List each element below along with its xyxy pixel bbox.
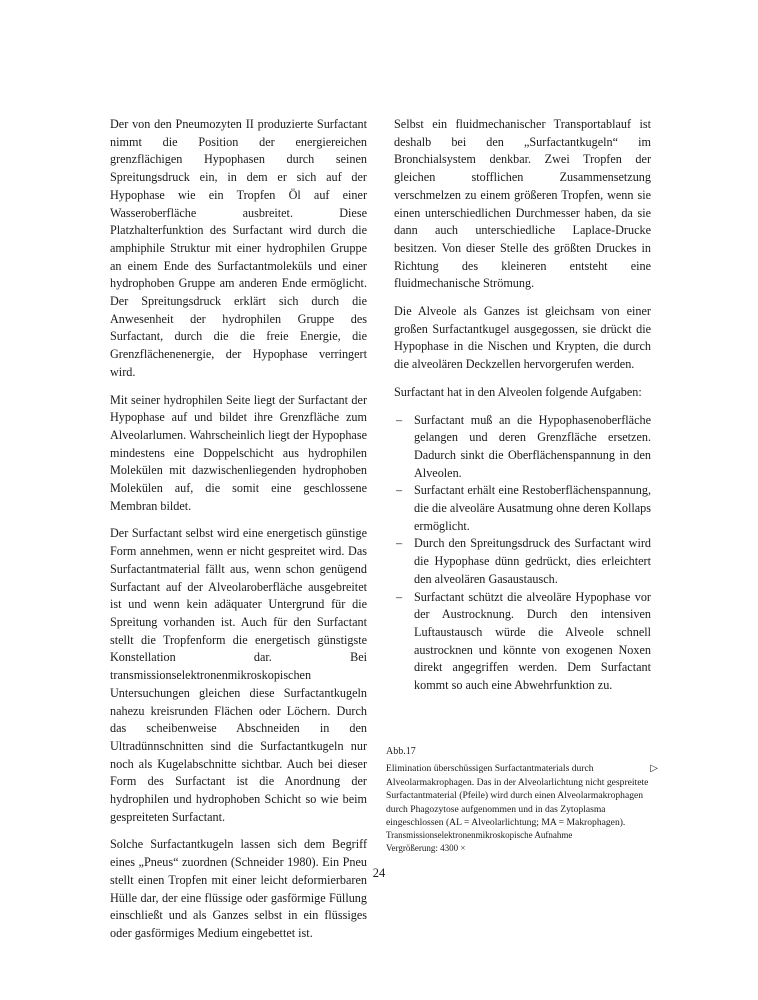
list-item	[394, 535, 651, 588]
page-number: 24	[372, 866, 386, 880]
tasks-intro: Surfactant hat in den Alveolen folgende Aufgaben:	[394, 384, 642, 399]
dash-bullet: –	[396, 536, 403, 551]
paragraph: Selbst ein fluidmechanischer Transportablauf ist deshalb bei den „Surfactantkugeln“ im Bronchialsystem denkbar. Zwei Tropfen der gleichen stofflichen Zusammensetzung verschmelzen zu einem größeren Tropfen, wenn sie einen unterschiedlichen Durchmesser haben, da sie dann auch unterschiedliche Laplace-Drucke besitzen. Von dieser Stelle des größten Druckes in Richtung des kleineren entsteht eine fluidmechanische Strömung.	[394, 117, 651, 291]
left-text-column	[110, 116, 367, 953]
paragraph: Solche Surfactantkugeln lassen sich dem Begriff eines „Pneus“ zuordnen (Schneider 1980). Ein Pneu stellt einen Tropfen mit einer leicht deformierbaren Hülle dar, der eine flüssige oder gasförmige Füllung einschließt und als Ganzes selbst in ein flüssiges oder gasförmiges Medium eingebettet ist.	[110, 837, 367, 940]
figure-caption	[386, 745, 656, 855]
caption-magnification: Vergrößerung: 4300 ×	[386, 843, 466, 854]
list-item	[394, 589, 651, 695]
list-item-text: Durch den Spreitungsdruck des Surfactant wird die Hypophase dünn gedrückt, dies erleichtert den alveolären Gasaustausch.	[414, 536, 651, 586]
paragraph: Mit seiner hydrophilen Seite liegt der Surfactant der Hypophase auf und bildet ihre Grenzfläche zum Alveolarlumen. Wahrscheinlich liegt der Hypophase mindestens eine Doppelschicht aus hydrophilen Molekülen mit dazwischenliegenden hydrophoben Molekülen auf, die somit eine geschlossene Membran bildet.	[110, 392, 367, 513]
paragraph: Die Alveole als Ganzes ist gleichsam von einer großen Surfactantkugel ausgegossen, sie drückt die Hypophase in die Nischen und Krypten, die durch die alveolären Deckzellen hervorgerufen werden.	[394, 304, 651, 372]
dash-bullet: –	[396, 589, 403, 604]
dash-bullet: –	[396, 483, 403, 498]
caption-text: Elimination überschüssigen Surfactantmaterials durch Alveolarmakrophagen. Das in der Alveolarlichtung nicht gespreitete Surfactantmaterial (Pfeile) wird durch einen Alveolarmakrophagen durch Phagozytose aufgenommen und in das Zytoplasma eingeschlossen (AL = Alveolarlichtung; MA = Makrophagen).	[386, 763, 649, 829]
caption-title: Abb.17	[386, 746, 416, 757]
paragraph: Der Surfactant selbst wird eine energetisch günstige Form annehmen, wenn er nicht gespreitet wird. Das Surfactantmaterial fällt aus, wenn schon genügend Surfactant auf der Alveolaroberfläche ausgebreitet ist und wenn kein adäquater Untergrund für die Spreitung vorhanden ist. Auch für den Surfactant stellt die Tropfenform die energetisch günstigste Konstellation dar. Bei transmissionselektronenmikroskopischen Untersuchungen gleichen diese Surfactantkugeln nahezu kreisrunden Flächen oder Löchern. Durch das scheibenweise Abschneiden in den Ultradünnschnitten sind die Surfactantkugeln nur noch als Kugelabschnitte sichtbar. Auch bei dieser Form des Surfactant ist die Anordnung der hydrophilen und hydrophoben Schicht so wie beim gespreiteten Surfactant.	[110, 526, 367, 824]
task-list	[394, 412, 651, 695]
list-item-text: Surfactant erhält eine Restoberflächenspannung, die die alveoläre Ausatmung ohne deren Kollaps ermöglicht.	[414, 483, 651, 533]
figure-pointer-icon: ▷	[650, 763, 658, 774]
right-text-column	[394, 116, 651, 695]
list-item-text: Surfactant muß an die Hypophasenoberfläche gelangen und deren Grenzfläche ersetzen. Dadurch sinkt die Oberflächenspannung in den Alveolen.	[414, 412, 651, 480]
list-item	[394, 412, 651, 483]
caption-method: Transmissionselektronenmikroskopische Aufnahme	[386, 830, 573, 841]
dash-bullet: –	[396, 412, 403, 427]
list-item-text: Surfactant schützt die alveoläre Hypophase vor der Austrocknung. Durch den intensiven Luftaustausch würde die Alveole schnell austrocknen und könnte von exogenen Noxen direkt angegriffen werden. Dem Surfactant kommt so auch eine Abwehrfunktion zu.	[414, 589, 651, 693]
paragraph: Der von den Pneumozyten II produzierte Surfactant nimmt die Position der energiereichen grenzflächigen Hypophasen durch seinen Spreitungsdruck ein, in dem er sich auf der Hypophase wie ein Tropfen Öl auf einer Wasseroberfläche ausbreitet. Diese Platzhalterfunktion des Surfactant wird durch die amphiphile Struktur mit einer hydrophilen Gruppe an einem Ende des Surfactantmoleküls und einer hydrophoben Gruppe am anderen Ende ermöglicht. Der Spreitungsdruck erklärt sich durch die Anwesenheit der hydrophilen Gruppe des Surfactant, durch die die freie Energie, die Grenzflächenenergie, der Hypophase verringert wird.	[110, 117, 367, 379]
list-item	[394, 482, 651, 535]
